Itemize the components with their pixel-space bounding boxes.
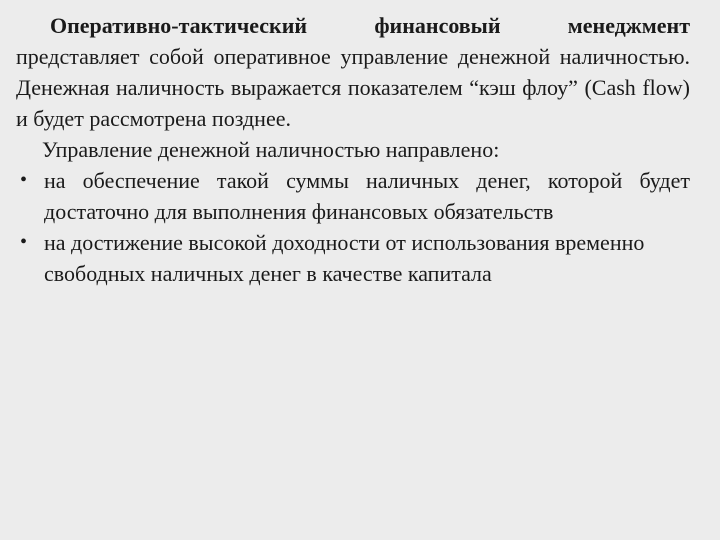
intro-paragraph	[16, 10, 690, 134]
bullet-icon: •	[20, 169, 28, 191]
list-item	[16, 227, 690, 289]
list-item-text: на обеспечение такой суммы наличных денег, которой будет достаточно для выполнения финансовых обязательств	[44, 168, 690, 224]
list-intro: Управление денежной наличностью направлено:	[42, 137, 500, 162]
paragraph-rest: представляет собой оперативное управление денежной наличностью. Денежная наличность выражается показателем “кэш флоу” (Cash flow) и будет рассмотрена позднее.	[16, 44, 690, 131]
bullet-icon: •	[20, 231, 28, 253]
bullet-list	[16, 165, 690, 289]
list-item-text: на достижение высокой доходности от использования временно свободных наличных денег в качестве капитала	[44, 230, 645, 286]
paragraph-bold-lead: Оперативно-тактический финансовый менеджмент	[50, 13, 690, 38]
list-item	[16, 165, 690, 227]
text-block	[16, 10, 690, 289]
